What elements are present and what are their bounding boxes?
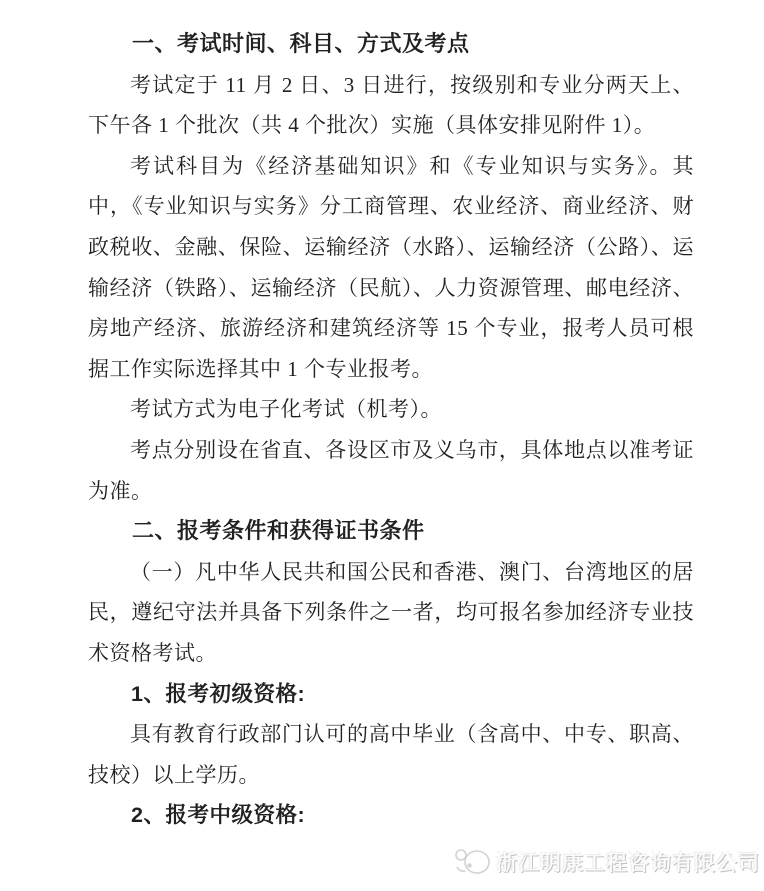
subheading-intermediate-level: 2、报考中级资格: bbox=[131, 803, 306, 828]
paragraph-exam-method: 考试方式为电子化考试（机考）。 bbox=[130, 397, 442, 422]
company-logo-icon bbox=[453, 846, 493, 878]
paragraph-exam-sites: 考点分别设在省直、各设区市及义乌市，具体地点以准考证为准。 bbox=[88, 437, 694, 503]
section-1-heading: 一、考试时间、科目、方式及考点 bbox=[132, 31, 470, 56]
paragraph-junior-requirement: 具有教育行政部门认可的高中毕业（含高中、中专、职高、技校）以上学历。 bbox=[88, 722, 694, 787]
paragraph-eligibility: （一）凡中华人民共和国公民和香港、澳门、台湾地区的居民，遵纪守法并具备下列条件之一者，均可报名参加经济专业技术资格考试。 bbox=[88, 559, 694, 665]
section-2-heading: 二、报考条件和获得证书条件 bbox=[132, 518, 425, 544]
subheading-junior-level: 1、报考初级资格: bbox=[131, 681, 306, 706]
paragraph-exam-schedule: 考试定于 11 月 2 日、3 日进行，按级别和专业分两天上、下午各 1 个批次（共 4 个批次）实施（具体安排见附件 1）。 bbox=[88, 72, 694, 138]
company-name-text: 浙江明康工程咨询有限公司 bbox=[496, 852, 760, 875]
paragraph-exam-subjects: 考试科目为《经济基础知识》和《专业知识与实务》。其中，《专业知识与实务》分工商管理、农业经济、商业经济、财政税收、金融、保险、运输经济（水路）、运输经济（公路）、运输经济（铁路）、运输经济（民航）、人力资源管理、邮电经济、房地产经济、旅游经济和建筑经济等 15 个专业，报考人员可根据工作实际选择其中 1 个专业报考。 bbox=[88, 153, 694, 381]
company-watermark bbox=[453, 846, 760, 878]
